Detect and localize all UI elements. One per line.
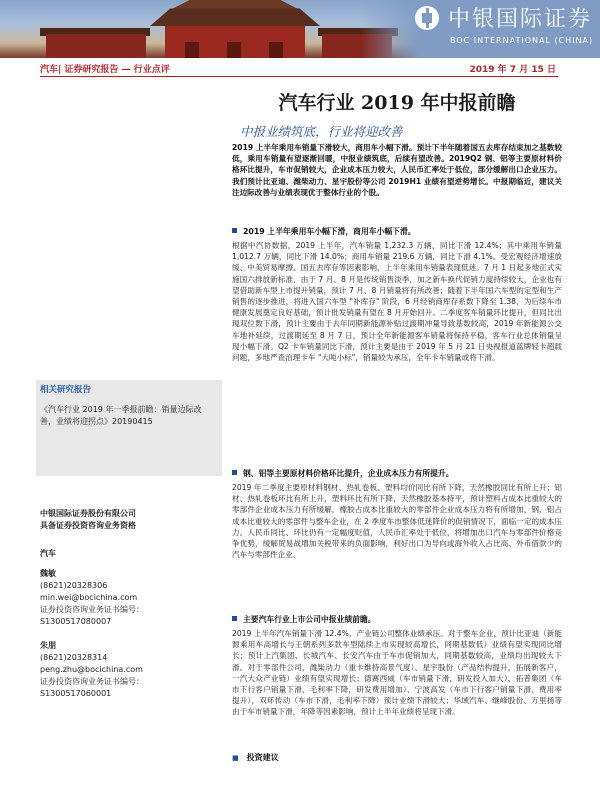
section-body: 2019 年二季度主要原材料钢材、热轧卷板、塑料均价同比有所下降，天然橡胶同比有所上升；铝材、热轧卷板环比有所上升，塑料环比有所下降，天然橡胶基本持平，预计塑料占成本比重较大的零部件企业成本压力有所缓解，橡胶占成本比重较大的零部件企业成本压力将有所增加，钢、铝占成本比重较大的零部件与整车企业，在 2 季度车市整体低迷降价的促销情况下，面临一定的成本压力。人民币同比、环比仍有一定幅度贬值，人民币汇率处于低位，将增加出口汽车与零部件价格竞争优势，缓解贸易战增加关税带来的负面影响，利好出口为导向或海外收入占比高、外币借款少的汽车与零部件企业。 [232,483,562,560]
analyst-email[interactable]: peng.zhu@bocichina.com [40,665,143,674]
analyst-cert: 证券投资咨询业务证书编号：S1300517060001 [40,677,144,698]
analyst-phone: (8621)20328314 [40,653,108,662]
palace-hall [165,26,305,58]
palace-wing-left [46,34,146,58]
sector-label: 汽车 [40,549,56,558]
summary-paragraph: 2019 上半年乘用车销量下滑较大，商用车小幅下滑。预计下半年随着国五去库存结束加之基数较低，乘用车销量有望逐渐回暖，中报业绩筑底，后续有望改善。2019Q2 钢、铝等主要原材料价格环比提升，车市促销较大，企业成本压力较大，人民币汇率处于低位，部分缓解出口企业压力。我们预计比亚迪、潍柴动力、星宇股份等公司 2019H1 业绩有望逆势增长。中报期临近，建议关注边际改善与业绩表现优于整体行业的个股。 [232,143,562,197]
analyst-email[interactable]: min.wei@bocichina.com [40,593,138,602]
bank-name-cn: 中银国际证券 [448,7,593,32]
report-date: 2019 年 7 月 15 日 [469,65,556,75]
analyst-info [40,548,210,700]
section-heading: 2019 上半年乘用车小幅下滑，商用车小幅下滑。 [232,226,416,237]
report-category: 汽车| 证券研究报告 — 行业点评 [40,65,170,75]
palace-door [269,42,283,58]
bank-name-en: BOC INTERNATIONAL (CHINA) [450,36,594,45]
analyst-phone: (8621)20328306 [40,581,108,590]
header-banner [0,0,600,58]
section-heading: ■ 投资建议 [232,752,279,763]
analyst-name: 魏敏 [40,569,56,578]
section-body: 根据中汽协数据，2019 上半年，汽车销量 1,232.3 万辆，同比下滑 12.4%；其中乘用车销量 1,012.7 万辆，同比下滑 14.0%；商用车销量 219.6 万辆，同比下滑 4.1%。受宏观经济增速放缓、中美贸易摩擦、国五去库存等因素影响，上半年乘用车销量表现低迷。7 月 1 日起多地正式实施国六排放新标准，由于 7 月、8 月是传统销售淡季，加之新车换代促销力度持续较大，企业也有望借助新车型上市提升销量，预计 7 月、8 月销量将有所改善；随着下半年国六车型的定型和生产销售的逐步推进，将进入国六车型 "补库存" 阶段，6 月经销商库存系数下降至 1.38，为后续车市健康发展奠定良好基础，预计批发销量有望在 8 月开始回升。二季度客车销量环比提升，但同比出现双位数下滑，预计主要由于去年同期新能源补贴过渡期冲量导致基数较高，2019 年新能源公交车地补延续，过渡期延至 8 月 7 日，预计全年新能源客车销量将保持平稳，客车行业总体销量呈现小幅下滑。Q2 卡车销量同比下滑，预计主要是由于 2019 年 5 月 21 日央视报道蓝牌轻卡超载问题，多地严查治理卡车 "大吨小标"，销量较为承压，全年卡车销量或将下滑。 [232,241,562,363]
section-heading: 钢、铝等主要原材料价格环比提升，企业成本压力有所提升。 [232,468,454,479]
company-info [40,508,210,532]
company-name: 中银国际证券股份有限公司 [40,509,136,518]
section-body: 2019 上半年汽车销量下滑 12.4%，产业链公司整体业绩承压。对于整车企业，预计比亚迪（新能源乘用车高增长与王朝系列多款车型陆续上市实现较高增长，同期基数低）业绩有望实现同比增长；预计上汽集团、长城汽车、长安汽车由于车市促销加大，同期基数较高，业绩均出现较大下滑。对于零部件公司，潍柴动力（重卡维持高景气度）、星宇股份（产品结构提升，拓展新客户，一汽大众产业链）业绩有望实现增长；德赛西威（车市销量下滑，研发投入加大）、拓普集团（车市下行客户销量下滑，毛利率下降，研发费用增加）、宁波高发（车市下行客户销量下滑、费用率提升），双环传动（车市下滑，毛利率下降）预计业绩下滑较大；华域汽车、继峰股份、万里扬等由于车市销量下滑，年降等因素影响，预计上半年业绩将呈现下滑。 [232,629,562,717]
analyst-cert: 证券投资咨询业务证书编号：S1300517080007 [40,605,144,626]
analyst-name: 朱朋 [40,641,56,650]
bank-logo-area [360,0,600,58]
related-research [40,384,210,428]
page-subtitle: 中报业绩筑底，行业将迎改善 [240,124,403,139]
related-research-heading: 相关研究报告 [40,385,92,395]
palace-door [227,42,241,58]
bank-logo-icon [415,6,439,30]
palace-door [185,42,199,58]
header-divider [40,76,558,77]
section-heading: 主要汽车行业上市公司中报业绩前瞻。 [232,614,376,625]
company-license: 具备证券投资咨询业务资格 [40,521,136,530]
page-title: 汽车行业 2019 年中报前瞻 [278,92,516,114]
related-research-link[interactable]: 《汽车行业 2019 年一季报前瞻：销量边际改善，业绩将迎拐点》20190415 [40,405,202,426]
